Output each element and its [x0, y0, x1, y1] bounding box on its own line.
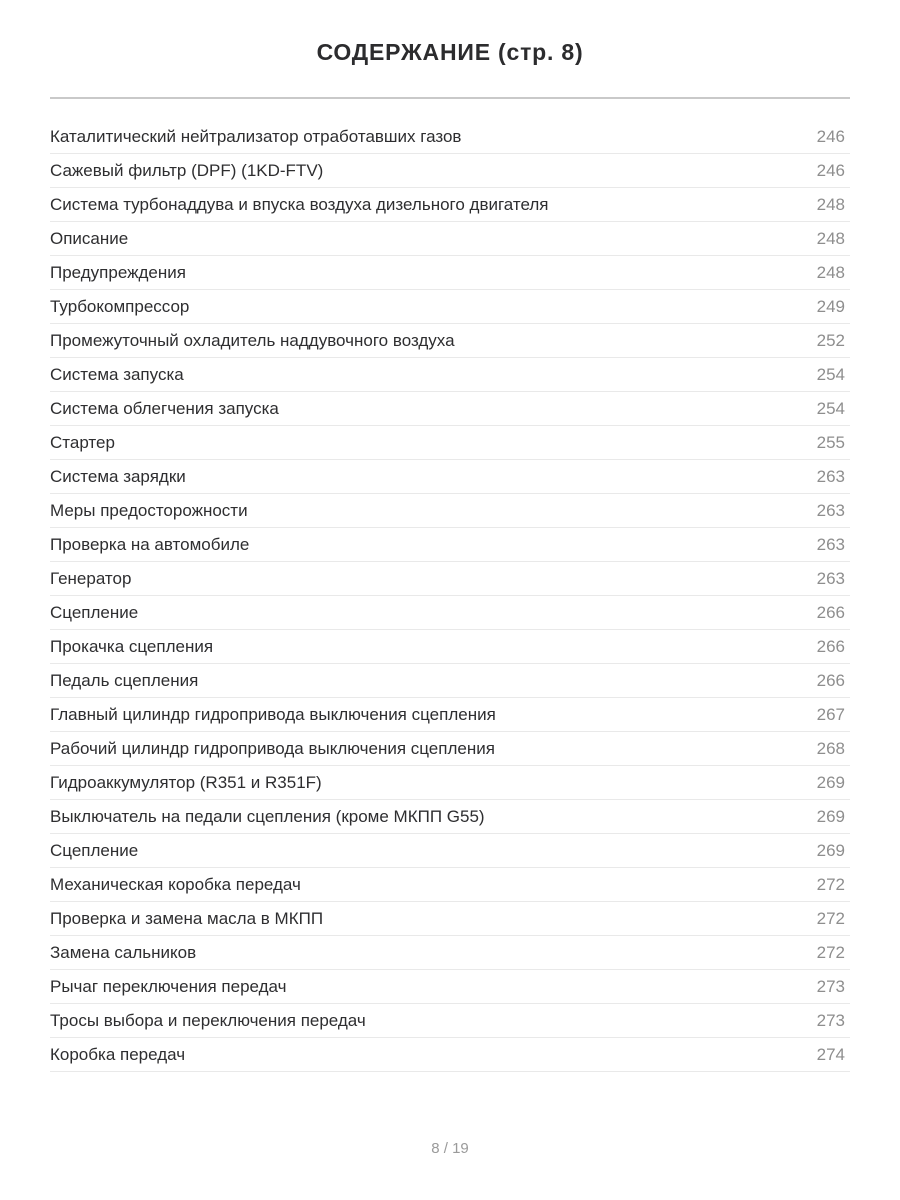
toc-list [50, 120, 850, 1072]
toc-entry [50, 120, 850, 154]
toc-entry [50, 868, 850, 902]
toc-entry [50, 698, 850, 732]
toc-entry [50, 562, 850, 596]
toc-entry [50, 528, 850, 562]
toc-entry-page-number: 248 [816, 262, 845, 282]
toc-entry [50, 902, 850, 936]
title-divider [50, 97, 850, 99]
toc-entry [50, 426, 850, 460]
toc-entry-title: Сажевый фильтр (DPF) (1KD-FTV) [50, 160, 324, 180]
toc-entry-title: Турбокомпрессор [50, 296, 190, 316]
toc-entry [50, 936, 850, 970]
toc-entry-title: Система зарядки [50, 466, 186, 486]
toc-entry-page-number: 269 [816, 772, 845, 792]
toc-entry-title: Прокачка сцепления [50, 636, 214, 656]
toc-entry-page-number: 263 [816, 466, 845, 486]
toc-entry-page-number: 268 [816, 738, 845, 758]
toc-entry-page-number: 246 [816, 160, 845, 180]
toc-entry-title: Главный цилиндр гидропривода выключения сцепления [50, 704, 496, 724]
toc-entry-title: Промежуточный охладитель наддувочного воздуха [50, 330, 455, 350]
page-header [50, 38, 850, 99]
toc-entry-page-number: 249 [816, 296, 845, 316]
toc-entry-title: Педаль сцепления [50, 670, 199, 690]
toc-entry-page-number: 274 [816, 1044, 845, 1064]
toc-entry-page-number: 272 [816, 908, 845, 928]
toc-entry-page-number: 263 [816, 568, 845, 588]
toc-entry-title: Каталитический нейтрализатор отработавших газов [50, 126, 462, 146]
toc-entry-page-number: 272 [816, 874, 845, 894]
toc-entry [50, 664, 850, 698]
toc-entry [50, 460, 850, 494]
toc-entry-title: Система запуска [50, 364, 184, 384]
toc-entry-title: Сцепление [50, 602, 139, 622]
toc-entry-title: Коробка передач [50, 1044, 186, 1064]
toc-entry-page-number: 254 [816, 398, 845, 418]
toc-entry-title: Механическая коробка передач [50, 874, 301, 894]
toc-entry [50, 392, 850, 426]
toc-entry-page-number: 269 [816, 840, 845, 860]
toc-entry-page-number: 273 [816, 1010, 845, 1030]
toc-entry [50, 1038, 850, 1072]
toc-entry-page-number: 246 [816, 126, 845, 146]
toc-entry-title: Гидроаккумулятор (R351 и R351F) [50, 772, 322, 792]
toc-entry-title: Проверка на автомобиле [50, 534, 250, 554]
toc-entry [50, 222, 850, 256]
toc-entry [50, 766, 850, 800]
toc-entry-page-number: 263 [816, 534, 845, 554]
toc-entry [50, 732, 850, 766]
page-indicator: 8 / 19 [431, 1140, 469, 1157]
toc-entry [50, 154, 850, 188]
toc-entry-title: Выключатель на педали сцепления (кроме МКПП G55) [50, 806, 485, 826]
toc-entry [50, 494, 850, 528]
toc-entry-title: Система турбонаддува и впуска воздуха дизельного двигателя [50, 194, 549, 214]
toc-entry-page-number: 248 [816, 194, 845, 214]
toc-entry-page-number: 263 [816, 500, 845, 520]
toc-entry-title: Стартер [50, 432, 115, 452]
toc-entry-page-number: 269 [816, 806, 845, 826]
toc-entry [50, 324, 850, 358]
toc-entry-title: Описание [50, 228, 129, 248]
page-footer [50, 1140, 850, 1158]
toc-entry-title: Рабочий цилиндр гидропривода выключения сцепления [50, 738, 495, 758]
toc-entry [50, 290, 850, 324]
toc-entry [50, 596, 850, 630]
toc-entry [50, 188, 850, 222]
toc-entry-page-number: 267 [816, 704, 845, 724]
toc-entry-page-number: 255 [816, 432, 845, 452]
toc-entry [50, 256, 850, 290]
page-title: СОДЕРЖАНИЕ (стр. 8) [316, 39, 584, 65]
toc-entry-page-number: 266 [816, 670, 845, 690]
toc-entry-title: Проверка и замена масла в МКПП [50, 908, 324, 928]
toc-entry-title: Тросы выбора и переключения передач [50, 1010, 366, 1030]
toc-entry-title: Генератор [50, 568, 132, 588]
toc-entry-title: Рычаг переключения передач [50, 976, 287, 996]
toc-entry [50, 834, 850, 868]
toc-entry [50, 358, 850, 392]
toc-entry-title: Предупреждения [50, 262, 186, 282]
toc-entry [50, 1004, 850, 1038]
toc-entry-page-number: 272 [816, 942, 845, 962]
toc-entry-page-number: 248 [816, 228, 845, 248]
toc-entry [50, 970, 850, 1004]
toc-entry-page-number: 266 [816, 602, 845, 622]
toc-entry-page-number: 273 [816, 976, 845, 996]
toc-entry-title: Меры предосторожности [50, 500, 248, 520]
toc-entry-title: Замена сальников [50, 942, 197, 962]
toc-entry-page-number: 252 [816, 330, 845, 350]
toc-entry-title: Сцепление [50, 840, 139, 860]
toc-entry-page-number: 266 [816, 636, 845, 656]
toc-entry-title: Система облегчения запуска [50, 398, 279, 418]
toc-entry [50, 630, 850, 664]
toc-entry [50, 800, 850, 834]
toc-entry-page-number: 254 [816, 364, 845, 384]
